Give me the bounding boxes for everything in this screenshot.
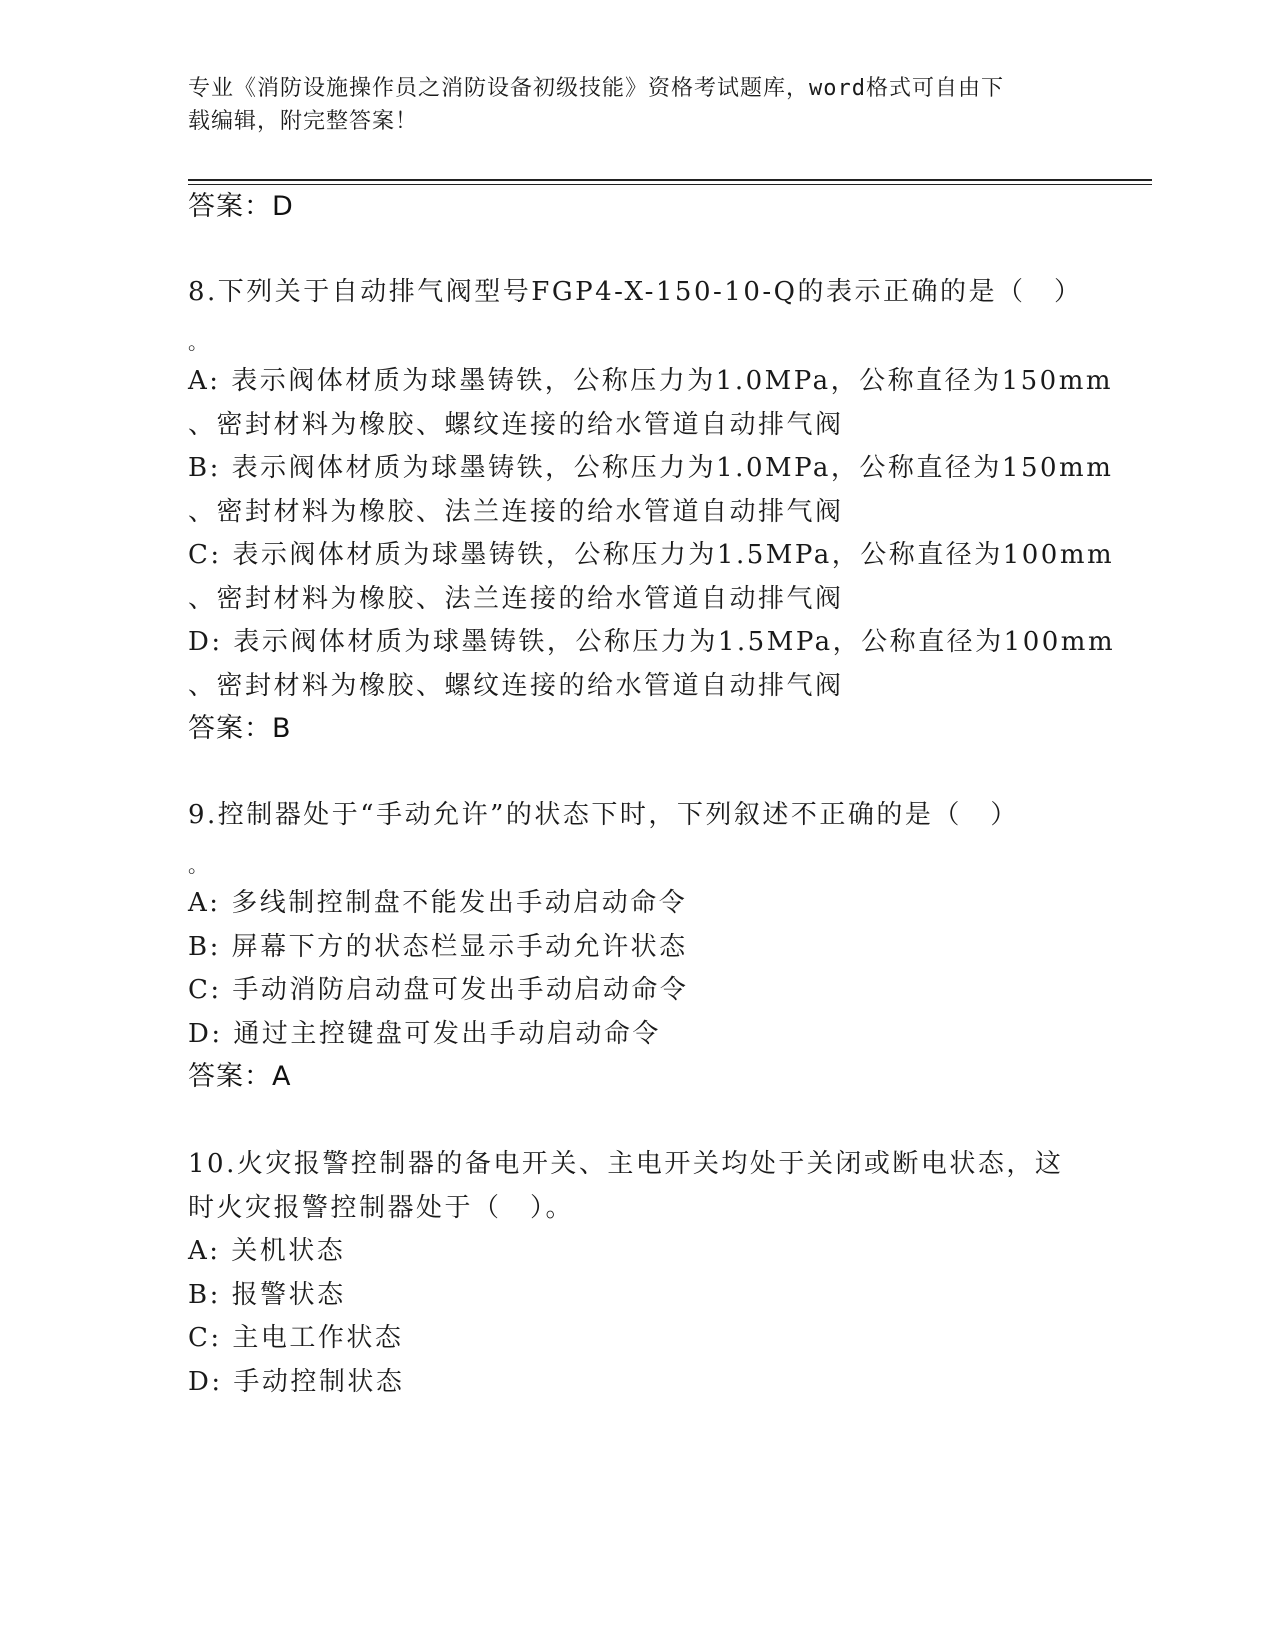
q9-option-d: D: 通过主控键盘可发出手动启动命令	[188, 1019, 661, 1049]
q10-option-c: C: 主电工作状态	[188, 1323, 404, 1353]
q9-stem: 9.控制器处于“手动允许”的状态下时，下列叙述不正确的是（ ）	[188, 800, 1019, 830]
document-header	[188, 72, 1068, 138]
q9-answer: 答案：A	[188, 1061, 292, 1092]
q8-option-d-line1: D: 表示阀体材质为球墨铸铁，公称压力为1.5MPa，公称直径为100mm	[188, 627, 1116, 657]
header-line-2: 载编辑，附完整答案！	[188, 109, 419, 134]
header-divider-thick	[188, 179, 1152, 181]
q10-stem: 10.火灾报警控制器的备电开关、主电开关均处于关闭或断电状态，这	[188, 1149, 1064, 1179]
q9-option-c: C: 手动消防启动盘可发出手动启动命令	[188, 975, 689, 1005]
q8-option-b-line1: B: 表示阀体材质为球墨铸铁，公称压力为1.0MPa，公称直径为150mm	[188, 453, 1114, 483]
q8-option-a-line2: 、密封材料为橡胶、螺纹连接的给水管道自动排气阀	[188, 410, 844, 440]
q10-option-b: B: 报警状态	[188, 1280, 346, 1310]
q8-option-b-line2: 、密封材料为橡胶、法兰连接的给水管道自动排气阀	[188, 497, 844, 527]
q9-option-b: B: 屏幕下方的状态栏显示手动允许状态	[188, 932, 688, 962]
header-divider-thin	[188, 184, 1152, 185]
q8-option-c-line2: 、密封材料为橡胶、法兰连接的给水管道自动排气阀	[188, 584, 844, 614]
q10-option-d: D: 手动控制状态	[188, 1367, 405, 1397]
answer-prev: 答案：D	[188, 191, 294, 222]
q8-stem-end: 。	[188, 330, 211, 354]
q8-answer: 答案：B	[188, 713, 292, 744]
q8-option-a-line1: A: 表示阀体材质为球墨铸铁，公称压力为1.0MPa，公称直径为150mm	[188, 366, 1114, 396]
q10-option-a: A: 关机状态	[188, 1236, 346, 1266]
header-line-1: 专业《消防设施操作员之消防设备初级技能》资格考试题库，word格式可自由下	[188, 76, 1004, 101]
q8-stem: 8.下列关于自动排气阀型号FGP4-X-150-10-Q的表示正确的是（ ）	[188, 277, 1083, 307]
q9-option-a: A: 多线制控制盘不能发出手动启动命令	[188, 888, 688, 918]
q10-stem-line2: 时火灾报警控制器处于（ ）。	[188, 1193, 575, 1223]
q8-option-c-line1: C: 表示阀体材质为球墨铸铁，公称压力为1.5MPa，公称直径为100mm	[188, 540, 1115, 570]
q8-option-d-line2: 、密封材料为橡胶、螺纹连接的给水管道自动排气阀	[188, 671, 844, 701]
q9-stem-end: 。	[188, 853, 211, 877]
